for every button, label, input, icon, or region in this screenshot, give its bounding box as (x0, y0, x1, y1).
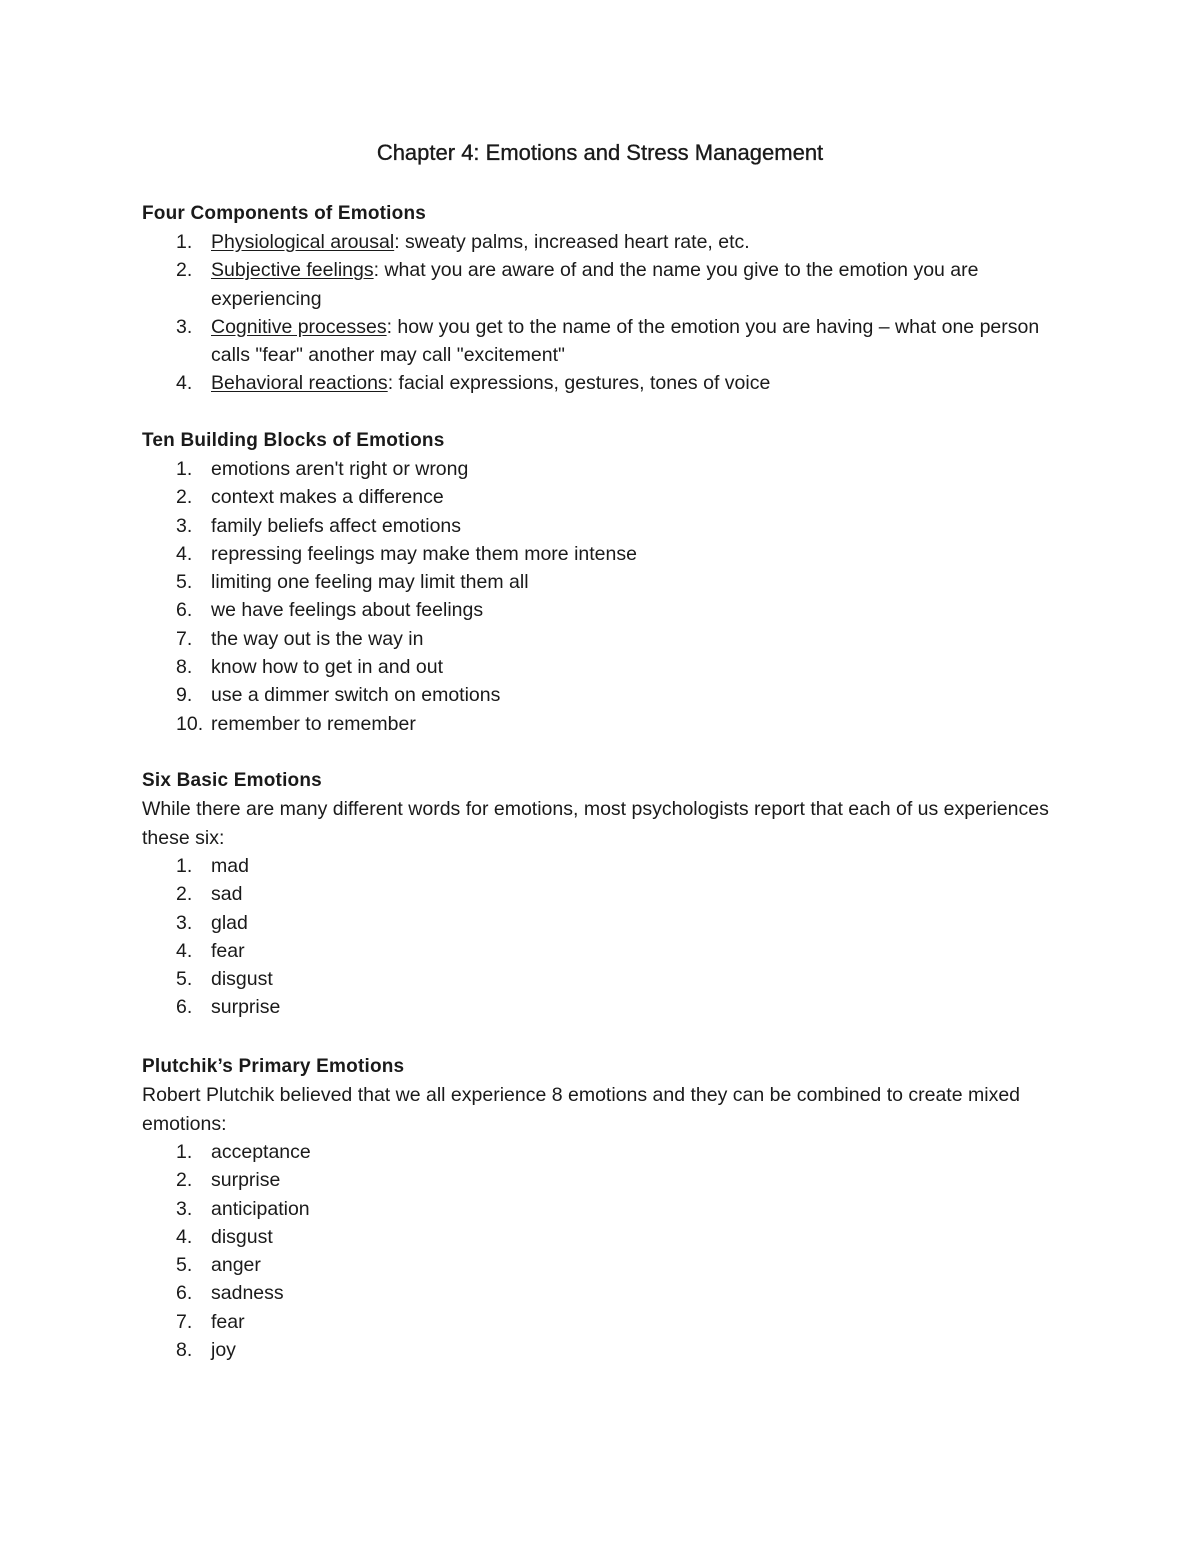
section-heading: Ten Building Blocks of Emotions (142, 430, 445, 451)
list-number: 3. (176, 514, 193, 537)
list-text: disgust (211, 968, 273, 991)
list-item (142, 852, 1072, 880)
list-number: 2. (176, 486, 193, 509)
list-item (142, 1223, 1072, 1251)
list-text: anger (211, 1254, 261, 1277)
section-intro: Robert Plutchik believed that we all experience 8 emotions and they can be combined to create mixed emotions: (142, 1084, 1021, 1135)
list-item (142, 455, 1072, 483)
section-intro: While there are many different words for emotions, most psychologists report that each of us experiences these six: (142, 798, 1049, 849)
section-plutchik (142, 1053, 1072, 1364)
list-number: 1. (176, 855, 193, 877)
list-item (142, 710, 1072, 738)
list-text (211, 228, 1072, 256)
list-number: 3. (176, 315, 193, 338)
section-heading: Six Basic Emotions (142, 770, 322, 791)
list-item (142, 909, 1072, 937)
underlined-term: Behavioral reactions (211, 372, 388, 395)
section-heading: Four Components of Emotions (142, 203, 427, 224)
list-number: 5. (176, 571, 193, 594)
section-four-components (142, 200, 1072, 398)
term-description: : facial expressions, gestures, tones of voice (387, 372, 771, 395)
page-title: Chapter 4: Emotions and Stress Management (376, 140, 824, 165)
term-description: : what you are aware of and the name you give to the emotion you are experiencing (211, 259, 979, 310)
list-number: 3. (176, 1197, 193, 1220)
list-number: 4. (176, 939, 193, 962)
list-item (142, 1166, 1072, 1194)
list-item (142, 993, 1072, 1021)
list-item (142, 880, 1072, 908)
list-text (211, 313, 1072, 370)
components-list (142, 228, 1072, 398)
list-text: context makes a difference (211, 486, 444, 509)
underlined-term: Subjective feelings (211, 259, 374, 282)
list-number: 2. (176, 1169, 193, 1192)
list-item (142, 937, 1072, 965)
list-text: the way out is the way in (211, 627, 424, 650)
list-text: surprise (211, 1169, 281, 1192)
list-item (142, 1308, 1072, 1336)
list-text: remember to remember (211, 712, 416, 735)
list-text: use a dimmer switch on emotions (211, 684, 501, 707)
list-item (142, 681, 1072, 709)
list-text: anticipation (211, 1197, 310, 1220)
list-item (142, 256, 1072, 313)
list-item (142, 965, 1072, 993)
list-number: 6. (176, 1282, 193, 1305)
underlined-term: Cognitive processes (211, 315, 387, 338)
plutchik-list (142, 1138, 1072, 1364)
list-number: 9. (176, 684, 193, 707)
list-text: sad (211, 883, 243, 906)
list-text: family beliefs affect emotions (211, 514, 462, 537)
list-number: 4. (176, 372, 193, 395)
list-number: 8. (176, 1339, 193, 1362)
list-item (142, 1336, 1072, 1364)
term-description: : sweaty palms, increased heart rate, etc. (394, 231, 750, 253)
list-text: emotions aren't right or wrong (211, 458, 469, 480)
list-number: 4. (176, 1225, 193, 1248)
list-text: sadness (211, 1282, 284, 1305)
list-text: limiting one feeling may limit them all (211, 571, 529, 594)
basic-emotions-list (142, 852, 1072, 1022)
list-text: know how to get in and out (211, 656, 443, 679)
list-item (142, 625, 1072, 653)
list-number: 5. (176, 1254, 193, 1277)
list-text: fear (211, 1310, 245, 1333)
list-item (142, 568, 1072, 596)
list-number: 10. (176, 712, 204, 735)
list-number: 5. (176, 968, 193, 991)
list-number: 1. (176, 1141, 193, 1163)
list-item (142, 1279, 1072, 1307)
list-item (142, 313, 1072, 370)
list-number: 6. (176, 996, 193, 1019)
section-heading: Plutchik’s Primary Emotions (142, 1056, 405, 1077)
list-text: surprise (211, 996, 281, 1019)
list-number: 2. (176, 259, 193, 282)
list-number: 7. (176, 1310, 193, 1333)
term-description: : how you get to the name of the emotion you are having – what one person calls "fear" another may call "excitement" (211, 315, 1040, 367)
list-number: 3. (176, 911, 193, 934)
list-text: joy (211, 1339, 236, 1362)
list-item (142, 369, 1072, 397)
list-text: glad (211, 911, 248, 934)
building-blocks-list (142, 455, 1072, 738)
list-item (142, 596, 1072, 624)
list-number: 8. (176, 656, 193, 679)
list-text: repressing feelings may make them more intense (211, 542, 637, 565)
list-text: mad (211, 855, 249, 877)
list-item (142, 540, 1072, 568)
list-number: 1. (176, 231, 193, 253)
list-item (142, 1251, 1072, 1279)
list-number: 1. (176, 458, 193, 480)
list-text: acceptance (211, 1141, 311, 1163)
list-number: 7. (176, 627, 193, 650)
list-number: 6. (176, 599, 193, 622)
list-item (142, 1138, 1072, 1166)
list-number: 2. (176, 883, 193, 906)
list-item (142, 228, 1072, 256)
list-item (142, 1195, 1072, 1223)
list-text (211, 256, 1072, 313)
section-six-basic-emotions (142, 767, 1072, 1022)
section-building-blocks (142, 427, 1072, 738)
list-item (142, 512, 1072, 540)
underlined-term: Physiological arousal (211, 231, 395, 253)
list-item (142, 653, 1072, 681)
list-text (211, 369, 1072, 397)
list-text: we have feelings about feelings (211, 599, 484, 622)
list-text: disgust (211, 1225, 273, 1248)
list-number: 4. (176, 542, 193, 565)
list-text: fear (211, 939, 245, 962)
list-item (142, 483, 1072, 511)
